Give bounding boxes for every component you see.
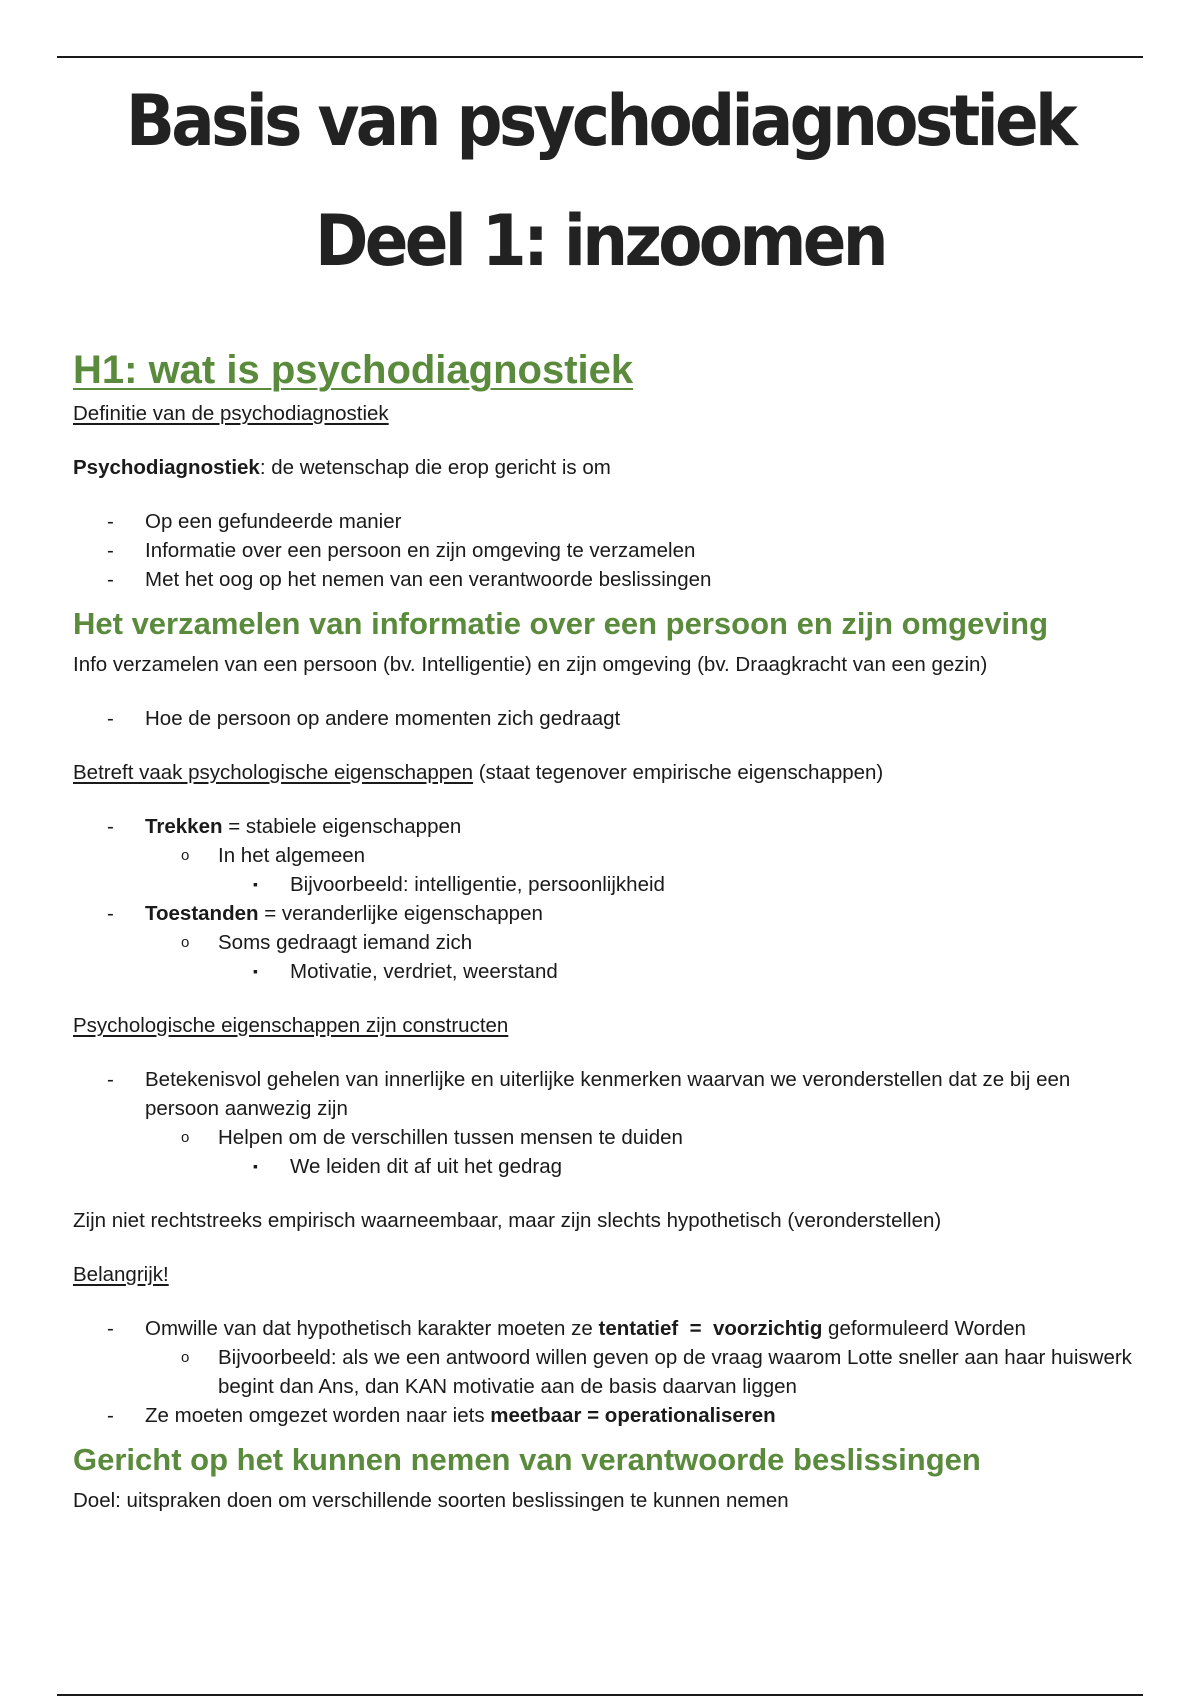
bottom-rule — [57, 1694, 1143, 1696]
hypothetisch-paragraph: Zijn niet rechtstreeks empirisch waarneembaar, maar zijn slechts hypothetisch (veronderstellen) — [73, 1209, 942, 1232]
list-item: - Trekken = stabiele eigenschappen — [73, 812, 1133, 841]
dash-bullet: - — [107, 1317, 114, 1340]
behaviour-list — [73, 704, 1133, 733]
constructen-list — [73, 1065, 1133, 1181]
doel-paragraph: Doel: uitspraken doen om verschillende soorten beslissingen te kunnen nemen — [73, 1489, 789, 1512]
list-item: - Informatie over een persoon en zijn omgeving te verzamelen — [73, 536, 1133, 565]
definition-paragraph — [73, 453, 1133, 482]
document-title: Basis van psychodiagnostiek — [125, 80, 1075, 162]
definition-subheading: Definitie van de psychodiagnostiek — [73, 402, 389, 425]
constructen-subheading: Psychologische eigenschappen zijn constructen — [73, 1014, 509, 1037]
top-rule — [57, 56, 1143, 58]
document-body — [73, 346, 1133, 1515]
dash-bullet: - — [107, 1068, 114, 1091]
list-item: o Bijvoorbeeld: als we een antwoord willen geven op de vraag waarom Lotte sneller aan haar huiswerk begint dan Ans, dan KAN motivatie aan de basis daarvan liggen — [73, 1343, 1133, 1401]
definition-term: Psychodiagnostiek — [73, 456, 260, 479]
circle-bullet-icon: o — [181, 1349, 190, 1366]
list-item: - Toestanden = veranderlijke eigenschappen — [73, 899, 1133, 928]
list-item: - Hoe de persoon op andere momenten zich gedraagt — [73, 704, 1133, 733]
dash-bullet: - — [107, 568, 114, 591]
list-item: - Ze moeten omgezet worden naar iets meetbaar = operationaliseren — [73, 1401, 1133, 1430]
properties-list — [73, 812, 1133, 986]
definition-list — [73, 507, 1133, 594]
dash-bullet: - — [107, 815, 114, 838]
document-subtitle: Deel 1: inzoomen — [315, 200, 885, 282]
section1-heading: H1: wat is psychodiagnostiek — [73, 348, 634, 392]
dash-bullet: - — [107, 902, 114, 925]
list-item: o In het algemeen — [73, 841, 1133, 870]
list-item: - Met het oog op het nemen van een verantwoorde beslissingen — [73, 565, 1133, 594]
circle-bullet-icon: o — [181, 847, 190, 864]
dash-bullet: - — [107, 539, 114, 562]
list-item: ▪ Motivatie, verdriet, weerstand — [73, 957, 1133, 986]
list-item: - Omwille van dat hypothetisch karakter moeten ze tentatief = voorzichtig geformuleerd Worden — [73, 1314, 1133, 1343]
dash-bullet: - — [107, 1404, 114, 1427]
list-item: - Betekenisvol gehelen van innerlijke en uiterlijke kenmerken waarvan we veronderstellen dat ze bij een persoon aanwezig zijn — [73, 1065, 1133, 1123]
betreft-paragraph: Betreft vaak psychologische eigenschappen (staat tegenover empirische eigenschappen) — [73, 761, 884, 784]
dash-bullet: - — [107, 510, 114, 533]
list-item: o Helpen om de verschillen tussen mensen te duiden — [73, 1123, 1133, 1152]
circle-bullet-icon: o — [181, 1129, 190, 1146]
section2-intro: Info verzamelen van een persoon (bv. Intelligentie) en zijn omgeving (bv. Draagkracht van een gezin) — [73, 653, 988, 676]
belangrijk-list — [73, 1314, 1133, 1430]
section3-heading: Gericht op het kunnen nemen van verantwoorde beslissingen — [73, 1442, 981, 1477]
list-item: - Op een gefundeerde manier — [73, 507, 1133, 536]
list-item: o Soms gedraagt iemand zich — [73, 928, 1133, 957]
list-item: ▪ Bijvoorbeeld: intelligentie, persoonlijkheid — [73, 870, 1133, 899]
list-item: ▪ We leiden dit af uit het gedrag — [73, 1152, 1133, 1181]
square-bullet-icon: ▪ — [253, 1158, 258, 1174]
square-bullet-icon: ▪ — [253, 876, 258, 892]
section2-heading: Het verzamelen van informatie over een persoon en zijn omgeving — [73, 606, 1049, 641]
square-bullet-icon: ▪ — [253, 963, 258, 979]
circle-bullet-icon: o — [181, 934, 190, 951]
belangrijk-label: Belangrijk! — [73, 1263, 169, 1286]
definition-text: : de wetenschap die erop gericht is om — [259, 456, 611, 479]
dash-bullet: - — [107, 707, 114, 730]
